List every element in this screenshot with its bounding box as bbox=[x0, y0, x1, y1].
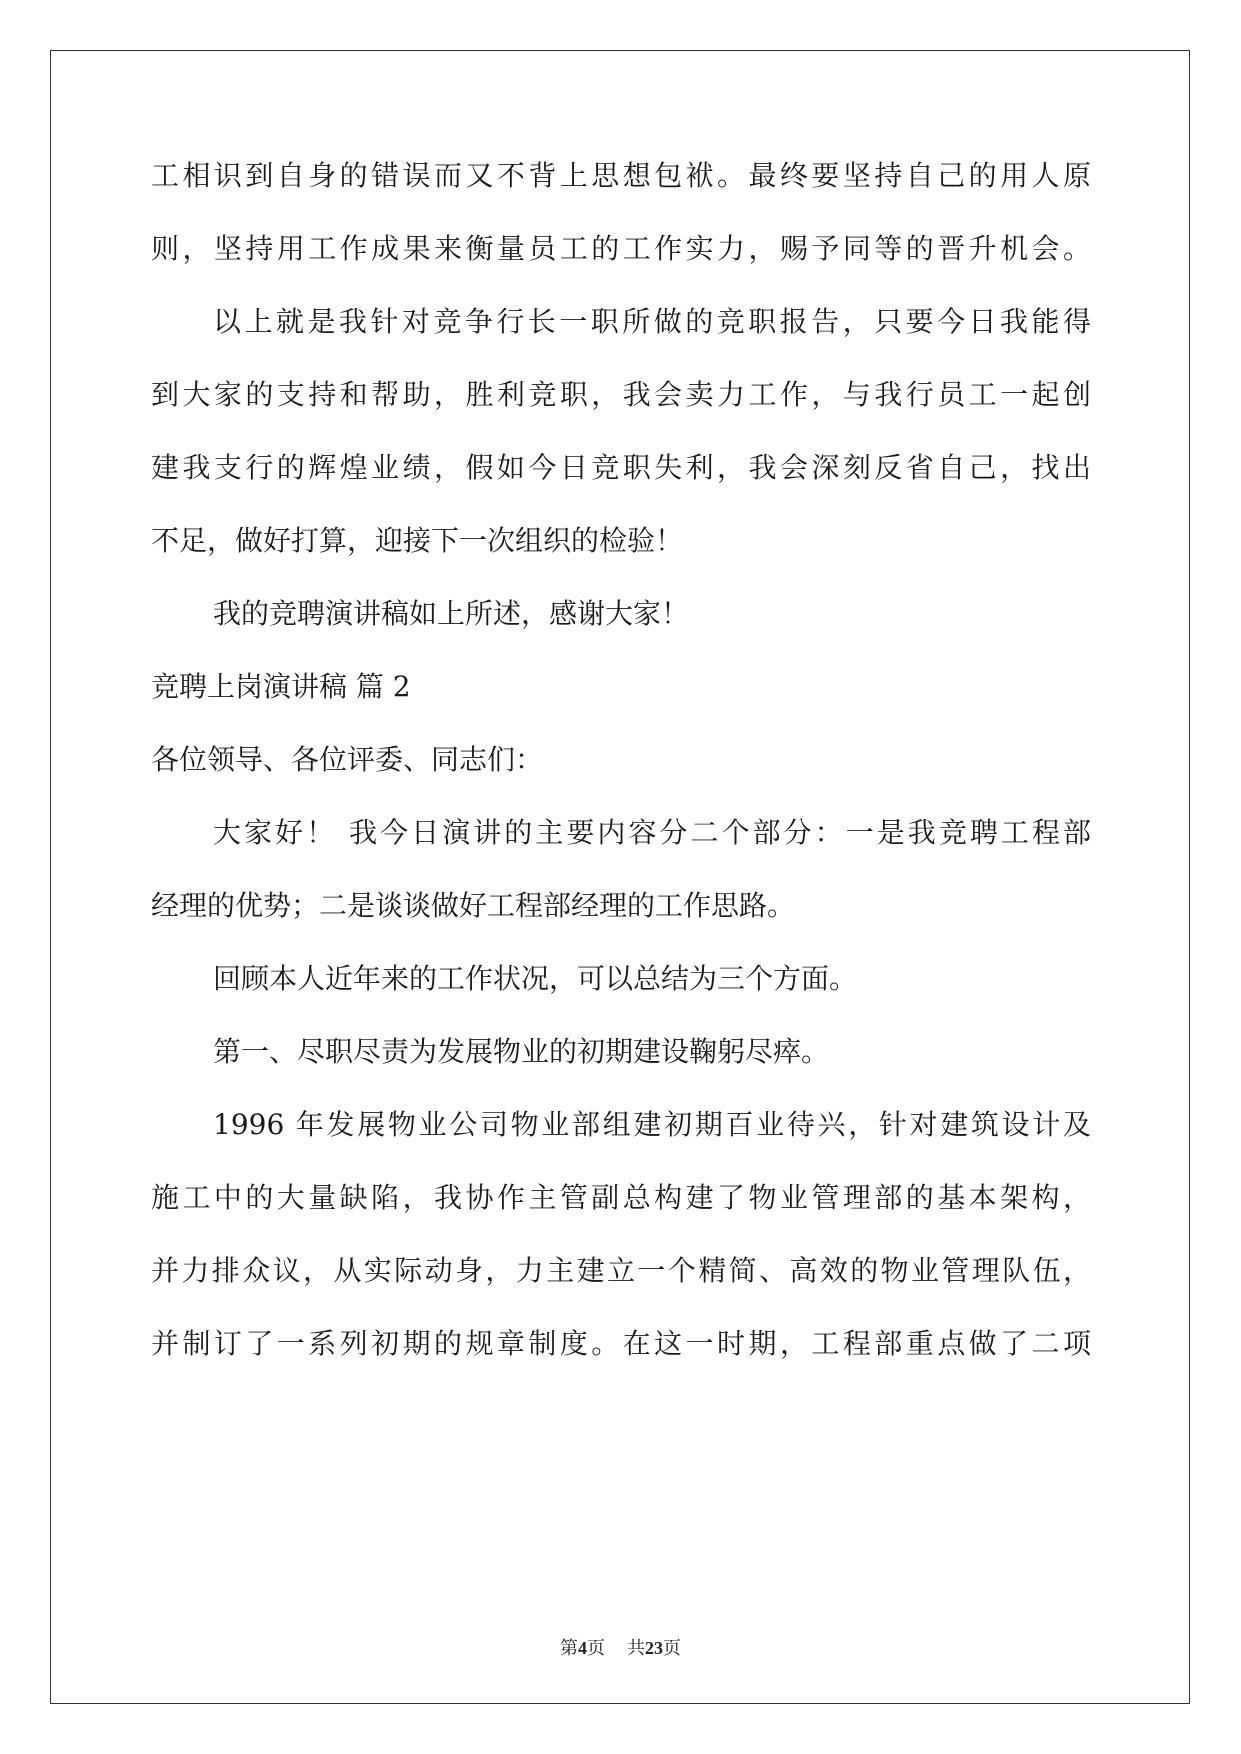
total-suffix: 页 bbox=[663, 1638, 681, 1658]
total-pages: 23 bbox=[645, 1638, 663, 1658]
page-suffix: 页 bbox=[587, 1638, 605, 1658]
text-line: 大家好！ 我今日演讲的主要内容分二个部分：一是我竞聘工程部 bbox=[213, 816, 1091, 849]
text-line: 经理的优势；二是谈谈做好工程部经理的工作思路。 bbox=[151, 889, 796, 922]
page-prefix: 第 bbox=[560, 1638, 578, 1658]
text-line: 建我支行的辉煌业绩，假如今日竞职失利，我会深刻反省自己，找出 bbox=[151, 451, 1091, 484]
text-line: 到大家的支持和帮助，胜利竞职，我会卖力工作，与我行员工一起创 bbox=[151, 378, 1091, 411]
text-line: 1996 年发展物业公司物业部组建初期百业待兴，针对建筑设计及 bbox=[213, 1108, 1091, 1141]
page-number: 4 bbox=[578, 1638, 587, 1658]
text-line: 回顾本人近年来的工作状况，可以总结为三个方面。 bbox=[213, 962, 858, 995]
text-line: 不足，做好打算，迎接下一次组织的检验！ bbox=[151, 524, 684, 557]
text-line: 则，坚持用工作成果来衡量员工的工作实力，赐予同等的晋升机会。 bbox=[151, 232, 1091, 265]
text-line: 第一、尽职尽责为发展物业的初期建设鞠躬尽瘁。 bbox=[213, 1035, 830, 1068]
page-border bbox=[50, 50, 1190, 1704]
text-line: 并制订了一系列初期的规章制度。在这一时期，工程部重点做了二项 bbox=[151, 1327, 1091, 1360]
section-heading: 竞聘上岗演讲稿 篇 2 bbox=[151, 670, 411, 703]
text-line: 我的竞聘演讲稿如上所述，感谢大家！ bbox=[213, 597, 690, 630]
text-line: 以上就是我针对竞争行长一职所做的竞职报告，只要今日我能得 bbox=[213, 305, 1091, 338]
text-line: 工相识到自身的错误而又不背上思想包袱。最终要坚持自己的用人原 bbox=[151, 159, 1091, 192]
text-line: 并力排众议，从实际动身，力主建立一个精简、高效的物业管理队伍， bbox=[151, 1254, 1091, 1287]
text-line: 施工中的大量缺陷，我协作主管副总构建了物业管理部的基本架构， bbox=[151, 1181, 1091, 1214]
page-footer bbox=[0, 1634, 1241, 1660]
total-prefix: 共 bbox=[627, 1638, 645, 1658]
salutation: 各位领导、各位评委、同志们： bbox=[151, 743, 544, 776]
